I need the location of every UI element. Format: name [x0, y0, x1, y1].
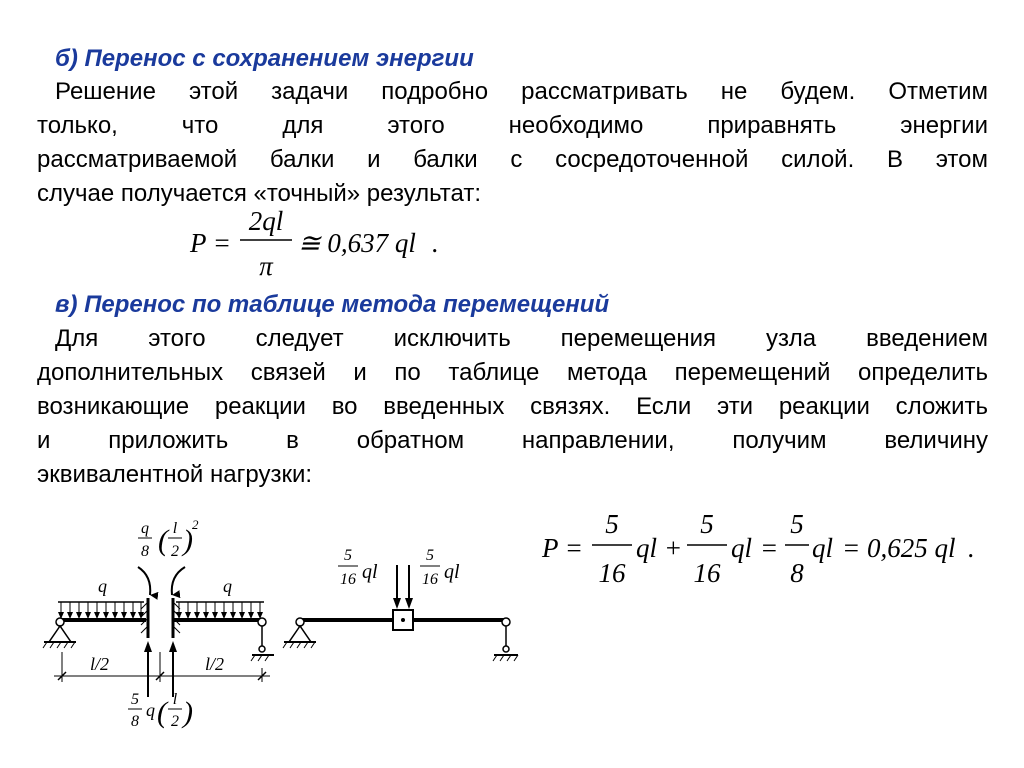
formula2-plus: +	[664, 533, 683, 563]
section-v-line-5: эквивалентной нагрузки:	[37, 461, 313, 488]
force-right-5: 5	[426, 547, 434, 564]
formula2-eq1: =	[760, 533, 779, 563]
formula2-t1-num: 5	[605, 509, 619, 539]
node-dot	[401, 618, 405, 622]
section-b-line-4: случае получается «точный» результат:	[37, 180, 482, 207]
moment-8: 8	[141, 543, 149, 560]
moment-paren-open: (	[158, 524, 168, 557]
formula1-denominator: π	[259, 251, 273, 281]
force-right-16: 16	[422, 571, 438, 588]
load-label-right: q	[223, 576, 232, 596]
formula2-lhs: P =	[542, 533, 583, 563]
section-v-line-4: и приложить в обратном направлении, получим величину	[37, 427, 988, 454]
section-v-line-1: Для этого следует исключить перемещения узла введением	[55, 325, 988, 352]
moment-q: q	[141, 520, 149, 537]
moment-l: l	[172, 520, 178, 537]
formula1-end: .	[432, 228, 439, 258]
formula2-t2-num: 5	[700, 509, 714, 539]
reaction-2: 2	[171, 713, 179, 730]
formula2-t2-var: ql	[731, 533, 753, 563]
reaction-q: q	[146, 700, 155, 720]
formula1-lhs: P =	[190, 228, 231, 258]
reaction-paren-open: (	[157, 696, 167, 729]
section-v-line-3: возникающие реакции во введенных связях. Если эти реакции сложить	[37, 393, 988, 420]
force-left-ql: ql	[362, 561, 378, 583]
moment-exponent: 2	[192, 517, 199, 532]
moment-paren-close: )	[183, 524, 193, 557]
formula2-t3-den: 8	[790, 558, 804, 588]
force-right-ql: ql	[444, 561, 460, 583]
span-label-right: l/2	[205, 654, 225, 674]
reaction-5: 5	[131, 691, 139, 708]
formula2-t3-var: ql	[812, 533, 834, 563]
force-left-16: 16	[340, 571, 356, 588]
section-v-heading: в) Перенос по таблице метода перемещений	[55, 291, 610, 318]
formula2-end: .	[968, 533, 975, 563]
force-arrowhead-right	[405, 598, 413, 609]
formula2-eq2: = 0,625 ql	[842, 533, 956, 563]
section-b-line-1: Решение этой задачи подробно рассматривать не будем. Отметим	[55, 78, 988, 105]
formula2-t2-den: 16	[693, 558, 721, 588]
formula2-t1-den: 16	[598, 558, 626, 588]
moment-2: 2	[171, 543, 179, 560]
section-b-heading: б) Перенос с сохранением энергии	[55, 45, 474, 72]
formula1-approx: ≅ 0,637 ql	[298, 228, 416, 258]
load-label-left: q	[98, 576, 107, 596]
formula2-t1-var: ql	[636, 533, 658, 563]
formula2-t3-num: 5	[790, 509, 804, 539]
section-b-line-3: рассматриваемой балки и балки с сосредоточенной силой. В этом	[37, 146, 988, 173]
section-b-line-2: только, что для этого необходимо приравнять энергии	[37, 112, 988, 139]
force-left-5: 5	[344, 547, 352, 564]
span-label-left: l/2	[90, 654, 110, 674]
force-arrowhead-left	[393, 598, 401, 609]
formula1-numerator: 2ql	[248, 206, 284, 236]
reaction-l: l	[172, 691, 178, 708]
reaction-8: 8	[131, 713, 139, 730]
rod-support-simple-right	[493, 618, 518, 661]
reaction-paren-close: )	[183, 696, 193, 729]
section-v-line-2: дополнительных связей и по таблице метода перемещений определить	[37, 359, 988, 386]
pin-support-simple-left	[283, 618, 316, 648]
